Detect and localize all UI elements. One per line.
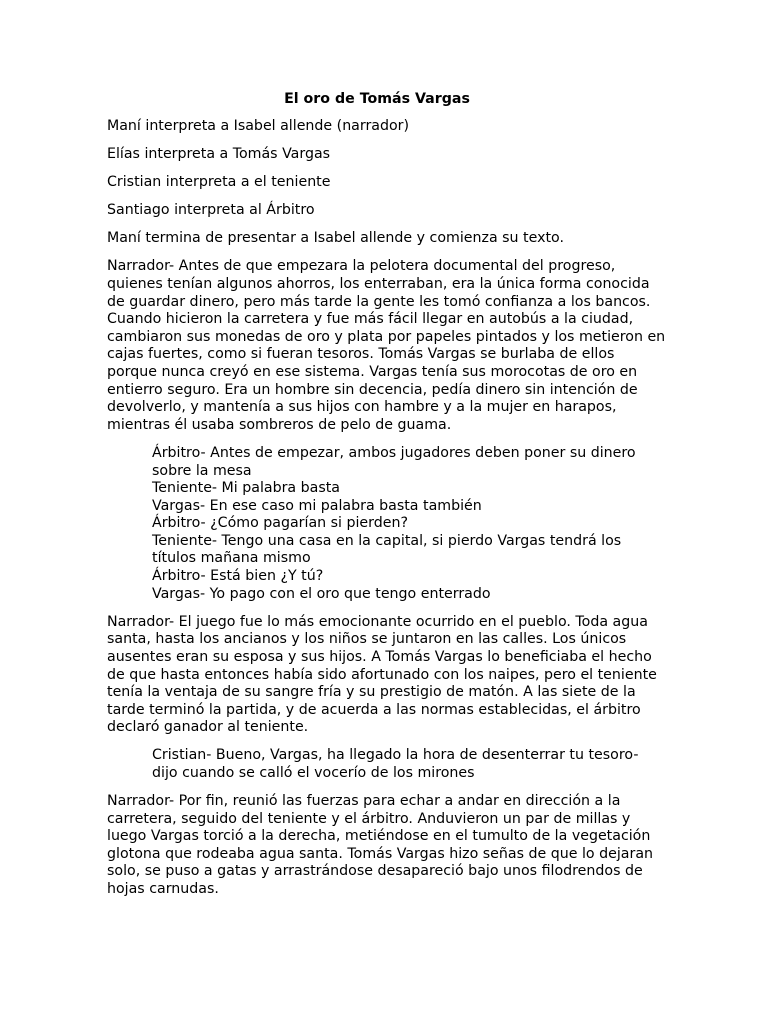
dialogue-line: Teniente- Mi palabra basta — [152, 480, 340, 497]
narration-paragraph-1: Narrador- Antes de que empezara la pelotera documental del progreso, quienes tenían algunos ahorros, los enterraban, era la única forma conocida de guardar dinero, pero más tarde la gente les tomó confianza a los bancos. Cuando hicieron la carretera y fue más fácil llegar en autobús a la ciudad, cambiaron sus monedas de oro y plata por papeles pintados y los metieron en cajas fuertes, como si fueran tesoros. Tomás Vargas se burlaba de ellos porque nunca creyó en ese sistema. Vargas tenía sus morocotas de oro en entierro seguro. Era un hombre sin decencia, pedía dinero sin intención de devolverlo, y mantenía a sus hijos con hambre y a la mujer en harapos, mientras él usaba sombreros de pelo de guama. — [107, 258, 666, 433]
dialogue-block-2 — [152, 747, 667, 782]
dialogue-line: Vargas- En ese caso mi palabra basta también — [152, 497, 482, 514]
narration-paragraph-2: Narrador- El juego fue lo más emocionante ocurrido en el pueblo. Toda agua santa, hasta los ancianos y los niños se juntaron en las calles. Los únicos ausentes eran su esposa y sus hijos. A Tomás Vargas lo beneficiaba el hecho de que hasta entonces había sido afortunado con los naipes, pero el teniente tenía la ventaja de su sangre fría y su prestigio de matón. A las siete de la tarde terminó la partida, y de acuerda a las normas establecidas, el árbitro declaró ganador al teniente. — [107, 613, 657, 736]
dialogue-line: Teniente- Tengo una casa en la capital, si pierdo Vargas tendrá los títulos mañana mismo — [152, 532, 622, 567]
dialogue-line: Árbitro- Antes de empezar, ambos jugadores deben poner su dinero sobre la mesa — [152, 444, 636, 479]
narration-paragraph-3: Narrador- Por fin, reunió las fuerzas para echar a andar en dirección a la carretera, seguido del teniente y el árbitro. Anduvieron un par de millas y luego Vargas torció a la derecha, metiéndose en el tumulto de la vegetación glotona que rodeaba agua santa. Tomás Vargas hizo señas de que lo dejaran solo, se puso a gatas y arrastrándose desapareció bajo unos filodrendos de hojas carnudas. — [107, 793, 654, 898]
dialogue-line: Árbitro- Está bien ¿Y tú? — [152, 568, 324, 585]
cast-line-mani: Maní interpreta a Isabel allende (narrador) — [107, 118, 410, 134]
cast-line-elias: Elías interpreta a Tomás Vargas — [107, 146, 331, 163]
cast-line-santiago: Santiago interpreta al Árbitro — [107, 202, 315, 219]
document-title: El oro de Tomás Vargas — [284, 91, 470, 107]
cast-line-cristian: Cristian interpreta a el teniente — [107, 174, 331, 191]
intro-line: Maní termina de presentar a Isabel allende y comienza su texto. — [107, 230, 564, 247]
document-page — [107, 90, 667, 909]
dialogue-line: Vargas- Yo pago con el oro que tengo enterrado — [152, 585, 491, 602]
dialogue-line: Árbitro- ¿Cómo pagarían si pierden? — [152, 515, 408, 532]
dialogue-block-1 — [152, 445, 667, 603]
dialogue-line: Cristian- Bueno, Vargas, ha llegado la hora de desenterrar tu tesoro- dijo cuando se calló el vocerío de los mirones — [152, 747, 639, 781]
